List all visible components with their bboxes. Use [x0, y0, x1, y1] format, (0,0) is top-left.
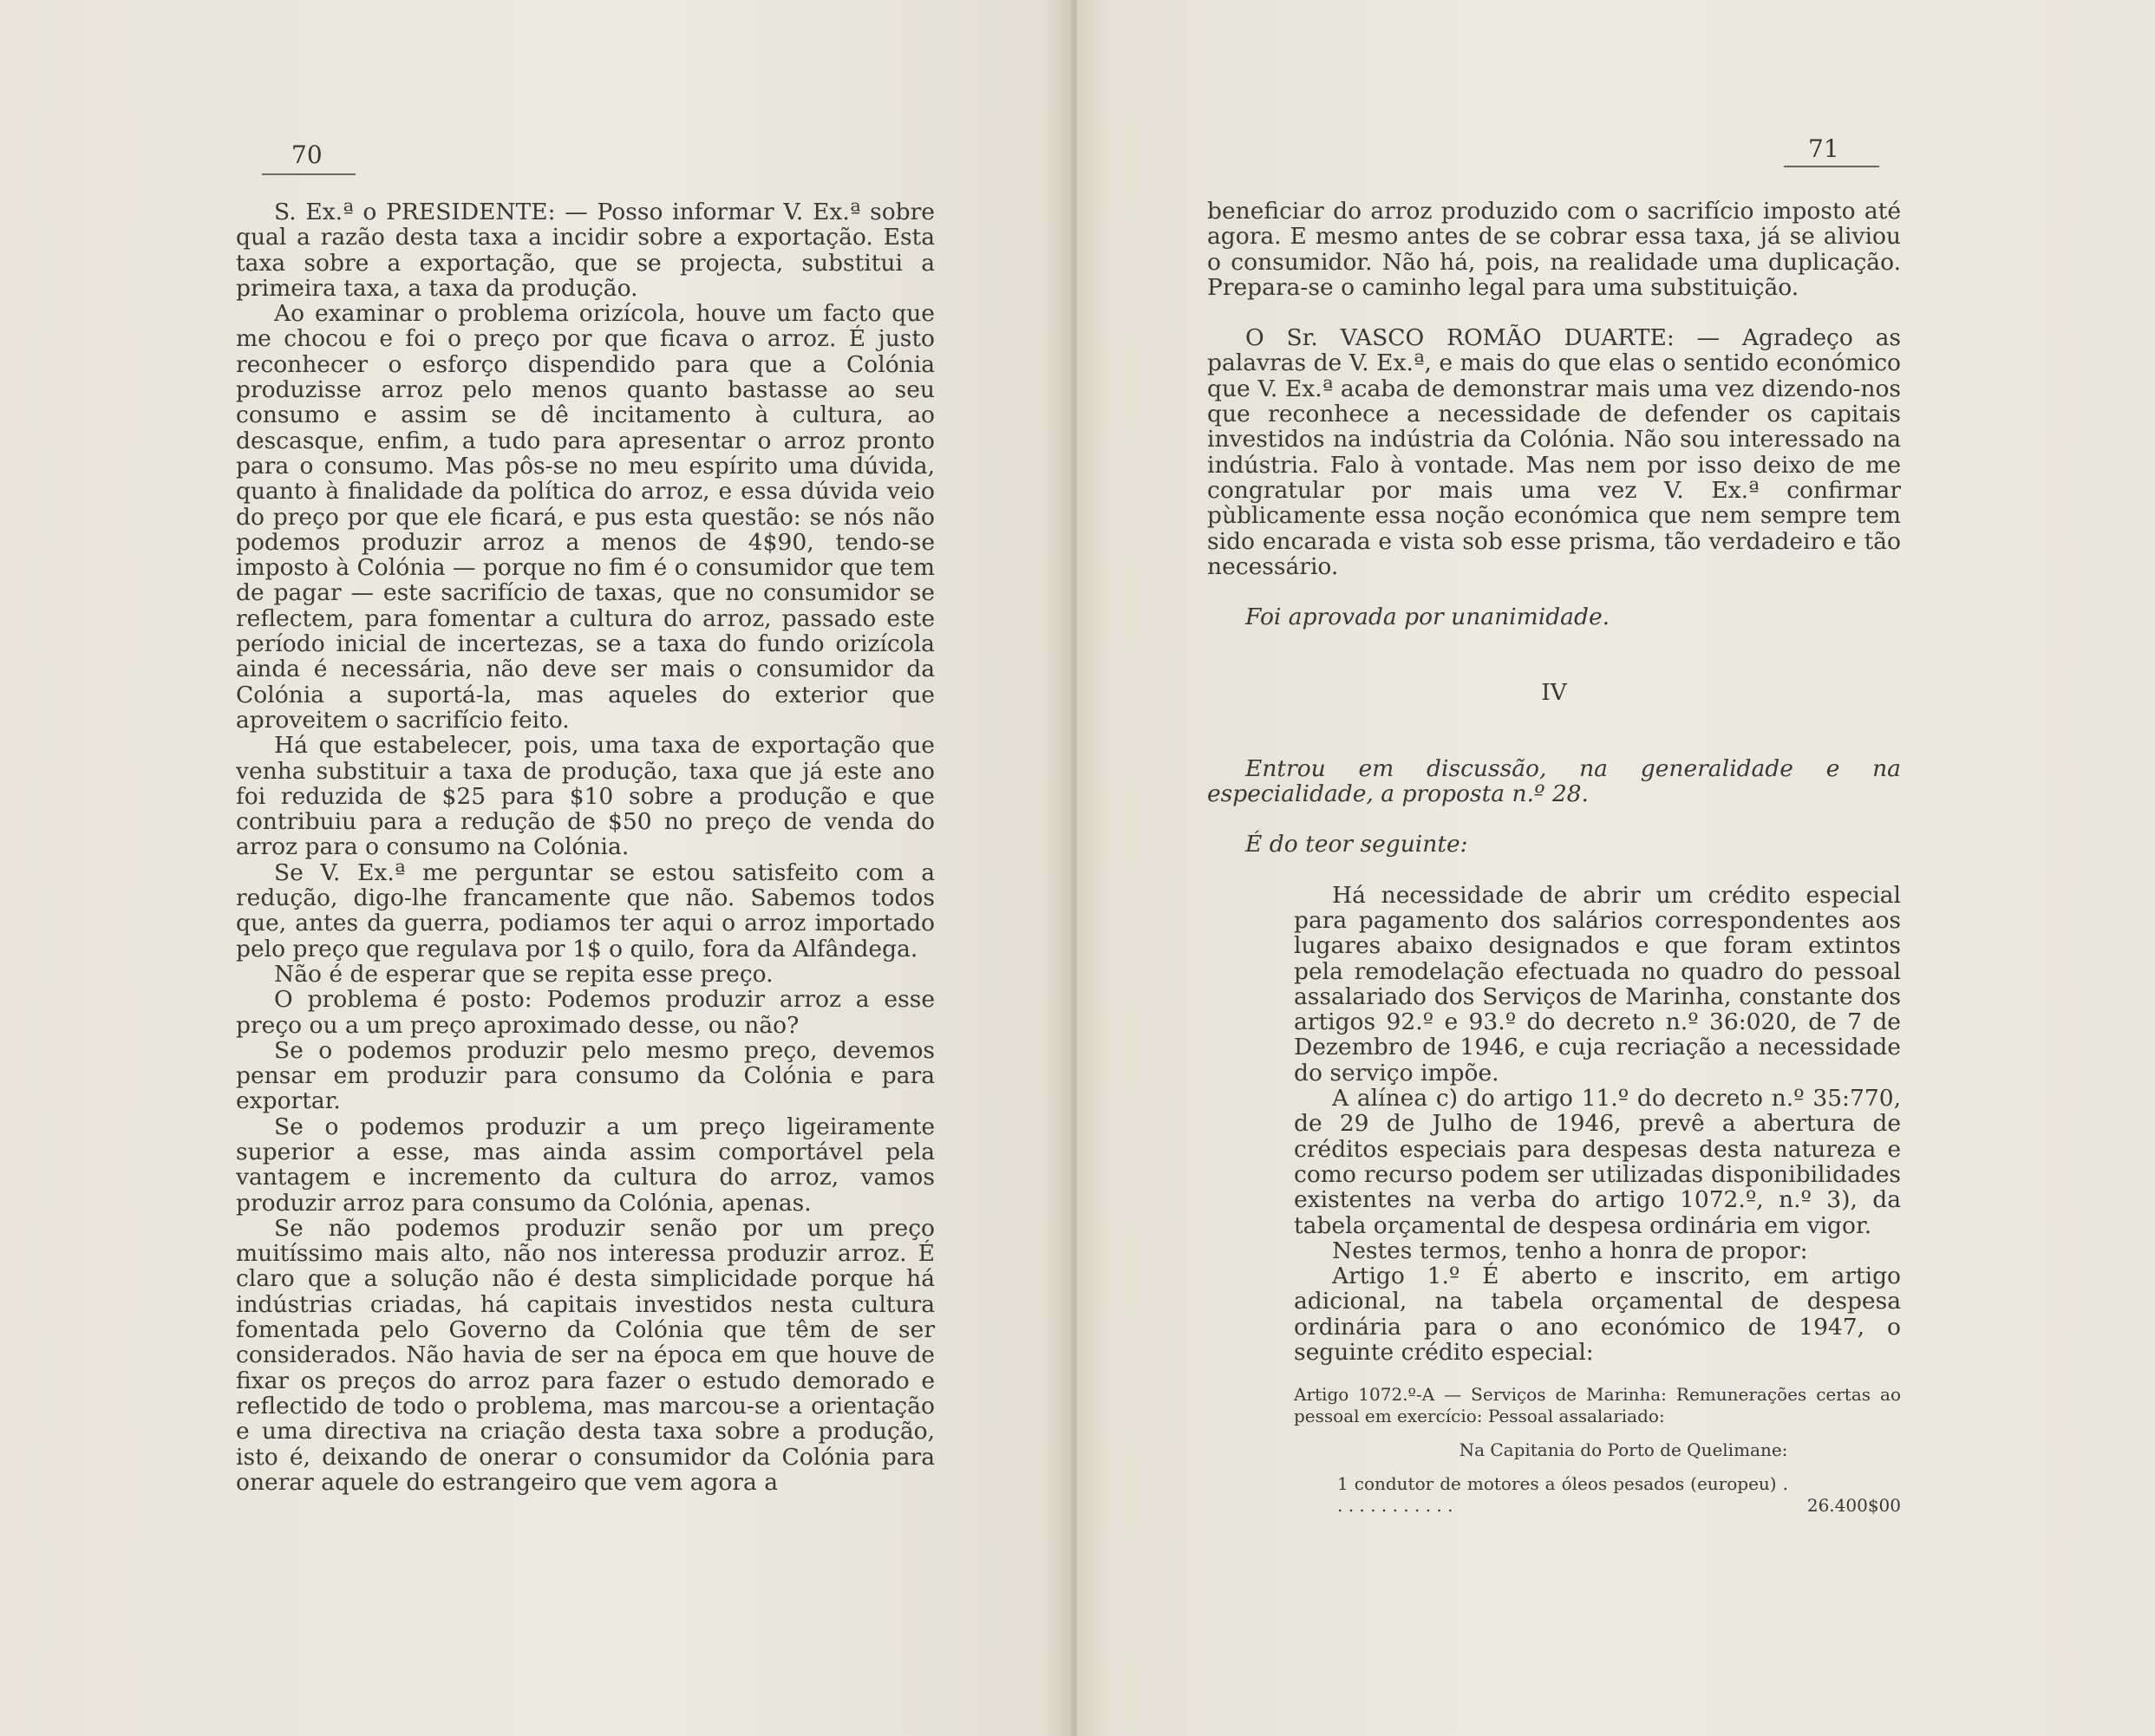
budget-item: 1 condutor de motores a óleos pesados (europeu) . . . . . . . . . . . .: [1337, 1473, 1788, 1517]
right-page: [1077, 0, 2155, 1736]
budget-location: Na Capitania do Porto de Quelimane:: [1459, 1439, 1788, 1461]
budget-row: [1294, 1473, 1901, 1517]
proposal-paragraph: Há necessidade de abrir um crédito especial para pagamento dos salários correspondentes aos lugares abaixo designados e que foram extintos pela remodelação efectuada no quadro do pessoal assalariado dos Serviços de Marinha, constante dos artigos 92.º e 93.º do decreto n.º 36:020, de 7 de Dezembro de 1946, e cuja recriação a necessidade do serviço impõe.: [1294, 881, 1901, 1087]
paragraph: Se o podemos produzir pelo mesmo preço, devemos pensar em produzir para consumo da Colónia e para exportar.: [236, 1036, 935, 1115]
page-number-right: 71: [1808, 134, 1839, 163]
continuation-paragraph: beneficiar do arroz produzido com o sacrifício imposto até agora. E mesmo antes de se cobrar essa taxa, já se aliviou o consumidor. Não há, pois, na realidade uma duplicação. Prepara-se o caminho legal para uma substituição.: [1207, 198, 1901, 301]
paragraph: Há que estabelecer, pois, uma taxa de exportação que venha substituir a taxa de produção, taxa que já este ano foi reduzida de $25 para $10 sobre a produção e que contribuiu para a redução de $50 no preço de venda do arroz para o consumo na Colónia.: [236, 732, 935, 861]
page-number-rule: [262, 173, 356, 175]
proposal-paragraph: A alínea c) do artigo 11.º do decreto n.º 35:770, de 29 de Julho de 1946, prevê a abertura de créditos especiais para despesas desta natureza e como recurso podem ser utilizadas disponibilidades existentes na verba do artigo 1072.º, n.º 3), da tabela orçamental de despesa ordinária em vigor.: [1294, 1085, 1901, 1239]
paragraph: Ao examinar o problema orizícola, houve um facto que me chocou e foi o preço por que ficava o arroz. É justo reconhecer o esforço dispendido para que a Colónia produzisse arroz pelo menos quanto bastasse ao seu consumo e assim se dê incitamento à cultura, ao descasque, enfim, a tudo para apresentar o arroz pronto para o consumo. Mas pôs-se no meu espírito uma dúvida, quanto à finalidade da política do arroz, e essa dúvida veio do preço por que ele ficará, e pus esta questão: se nós não podemos produzir arroz a menos de 4$90, tendo-se imposto à Colónia — porque no fim é o consumidor que tem de pagar — este sacrifício de taxas, que no consumidor se reflectem, para fomentar a cultura do arroz, passado este período inicial de incertezas, se a taxa do fundo orizícola ainda é necessária, não deve ser mais o consumidor da Colónia a suportá-la, mas aqueles do exterior que aproveitem o sacrifício feito.: [236, 300, 935, 734]
paragraph: Se o podemos produzir a um preço ligeiramente superior a esse, mas ainda assim comportável pela vantagem e incremento da cultura do arroz, vamos produzir arroz para consumo da Colónia, apenas.: [236, 1113, 935, 1217]
budget-article: Artigo 1072.º-A — Serviços de Marinha: Remunerações certas ao pessoal em exercício: Pessoal assalariado:: [1294, 1384, 1901, 1427]
speech-paragraph: O Sr. VASCO ROMÃO DUARTE: — Agradeço as palavras de V. Ex.ª, e mais do que elas o sentido económico que V. Ex.ª acaba de demonstrar mais uma vez dizendo-nos que reconhece a necessidade de defender os capitais investidos na indústria da Colónia. Não sou interessado na indústria. Falo à vontade. Mas nem por isso deixo de me congratular por mais uma vez V. Ex.ª confirmar pùblicamente essa noção económica que nem sempre tem sido encarada e vista sob esse prisma, tão verdadeiro e tão necessário.: [1207, 324, 1901, 580]
paragraph: Não é de esperar que se repita esse preço.: [274, 960, 774, 988]
teor-note: É do teor seguinte:: [1245, 831, 1468, 858]
paragraph: Se não podemos produzir senão por um preço muitíssimo mais alto, não nos interessa produzir arroz. É claro que a solução não é desta simplicidade porque há indústrias criadas, há capitais investidos nesta cultura fomentada pelo Governo da Colónia que têm de ser considerados. Não havia de ser na época em que houve de fixar os preços do arroz para fazer o estudo demorado e reflectido de todo o problema, mas marcou-se a orientação e uma directiva na criação desta taxa sobre a produção, isto é, deixando de onerar o consumidor da Colónia para onerar aquele do estrangeiro que vem agora a: [236, 1214, 935, 1496]
page-number-left: 70: [291, 140, 323, 169]
proposal-paragraph: Artigo 1.º É aberto e inscrito, em artigo adicional, na tabela orçamental de despesa ordinária para o ano económico de 1947, o seguinte crédito especial:: [1294, 1263, 1901, 1366]
section-heading: IV: [1541, 679, 1567, 707]
right-text-column: [1207, 199, 1901, 1517]
budget-amount: 26.400$00: [1806, 1495, 1901, 1517]
discussion-note: Entrou em discussão, na generalidade e na especialidade, a proposta n.º 28.: [1207, 754, 1901, 808]
approval-note: Foi aprovada por unanimidade.: [1245, 604, 1610, 631]
proposal-block: [1207, 883, 1901, 1366]
paragraph: Se V. Ex.ª me perguntar se estou satisfeito com a redução, digo-lhe francamente que não. Sabemos todos que, antes da guerra, podiamos ter aqui o arroz importado pelo preço que regulava por 1$ o quilo, fora da Alfândega.: [236, 858, 935, 963]
left-page: [0, 0, 1074, 1736]
paragraph: O problema é posto: Podemos produzir arroz a esse preço ou a um preço aproximado desse, ou não?: [236, 986, 935, 1039]
budget-block: [1207, 1384, 1901, 1517]
proposal-paragraph: Nestes termos, tenho a honra de propor:: [1332, 1237, 1808, 1264]
paragraph: S. Ex.ª o PRESIDENTE: — Posso informar V. Ex.ª sobre qual a razão desta taxa a incidir sobre a exportação. Esta taxa sobre a exportação, que se projecta, substitui a primeira taxa, a taxa da produção.: [236, 199, 935, 302]
left-text-column: [236, 199, 935, 1495]
page-number-rule: [1784, 166, 1879, 167]
